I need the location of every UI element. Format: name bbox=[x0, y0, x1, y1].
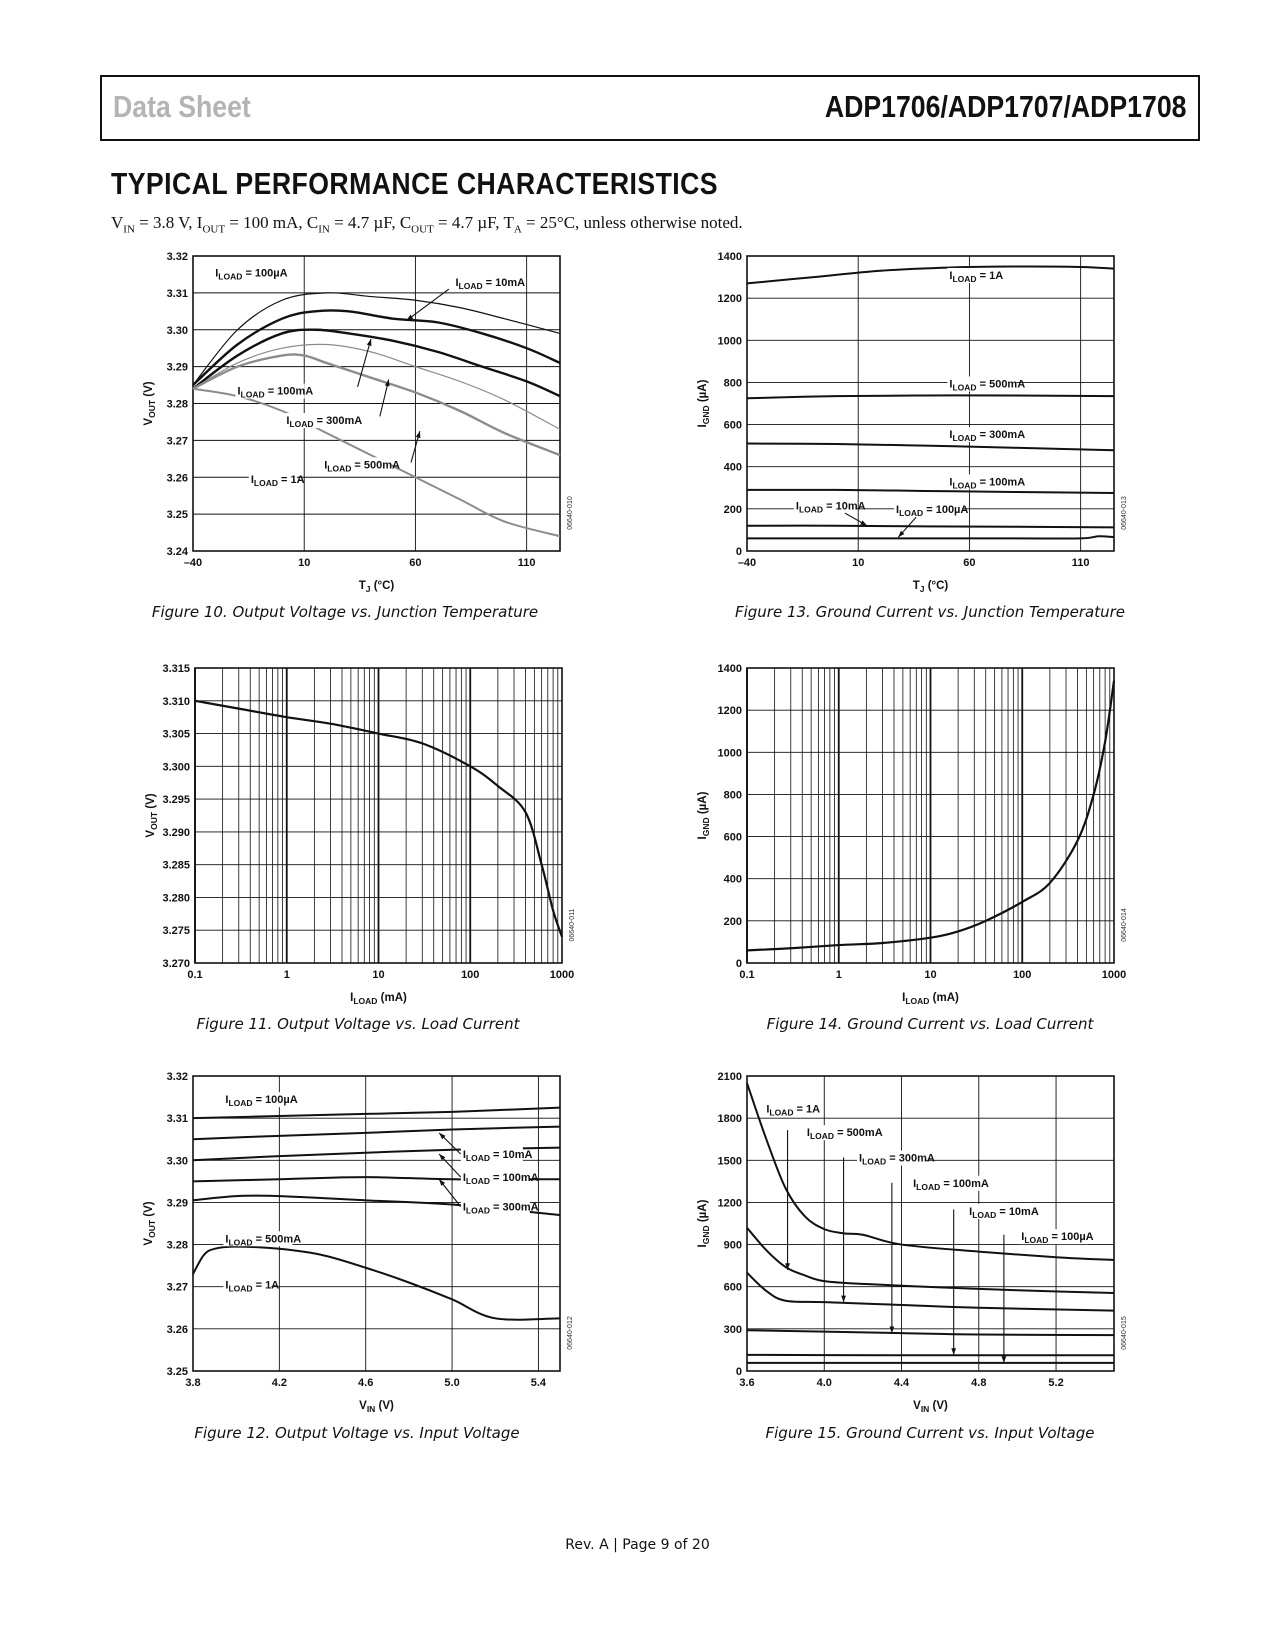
annotation-label: $I_{LOAD} = 1A$ bbox=[250, 474, 305, 489]
x-tick-label: 4.0 bbox=[816, 1377, 832, 1389]
x-tick-label: –40 bbox=[183, 557, 203, 569]
figure-code: 06640-012 bbox=[567, 1316, 574, 1350]
y-tick-label: 600 bbox=[723, 1281, 742, 1294]
y-tick-label: 3.29 bbox=[166, 361, 188, 374]
y-tick-label: 200 bbox=[723, 915, 742, 928]
annotation-label: $I_{LOAD} = 300mA$ bbox=[286, 415, 363, 430]
header-left: Data Sheet bbox=[113, 89, 251, 124]
series-line bbox=[193, 1127, 560, 1140]
plot-frame bbox=[193, 1076, 560, 1371]
x-tick-label: 110 bbox=[1071, 557, 1090, 569]
y-tick-label: 3.30 bbox=[166, 1155, 188, 1168]
x-tick-label: 100 bbox=[1013, 969, 1032, 981]
y-tick-label: 200 bbox=[723, 503, 742, 516]
y-tick-label: 1200 bbox=[717, 705, 742, 718]
annotation-label: $I_{LOAD} = 300mA$ bbox=[859, 1152, 935, 1167]
caption-fig15: Figure 15. Ground Current vs. Input Voltage bbox=[765, 1424, 1095, 1442]
y-tick-label: 3.315 bbox=[162, 663, 190, 675]
grid-lines bbox=[195, 668, 562, 963]
x-tick-label: 110 bbox=[517, 557, 536, 569]
x-tick-label: 3.6 bbox=[739, 1377, 755, 1389]
annotation-label: $I_{LOAD} = 10mA$ bbox=[462, 1148, 533, 1163]
annotation-label: $I_{LOAD} = 10mA$ bbox=[795, 500, 866, 515]
y-tick-label: 3.29 bbox=[166, 1197, 188, 1210]
y-tick-label: 3.290 bbox=[162, 826, 190, 839]
annotation-arrowhead bbox=[951, 1348, 956, 1355]
y-tick-label: 3.25 bbox=[166, 1366, 188, 1378]
y-axis-label: $V_{OUT}$ (V) bbox=[143, 1201, 157, 1246]
page-footer: Rev. A | Page 9 of 20 bbox=[565, 1537, 710, 1553]
x-axis-label: $I_{LOAD}$ (mA) bbox=[902, 992, 959, 1006]
figure-code: 06640-013 bbox=[1121, 496, 1128, 530]
x-axis-label: $V_{IN}$ (V) bbox=[913, 1400, 948, 1414]
y-axis-label: $I_{GND}$ (µA) bbox=[697, 791, 711, 840]
y-tick-label: 1000 bbox=[717, 335, 742, 348]
y-tick-label: 3.32 bbox=[166, 1071, 188, 1083]
x-tick-label: 10 bbox=[372, 969, 385, 981]
x-tick-label: 5.0 bbox=[444, 1377, 460, 1389]
y-tick-label: 3.270 bbox=[162, 958, 190, 970]
x-tick-label: 5.2 bbox=[1048, 1377, 1064, 1389]
y-tick-label: 3.300 bbox=[162, 761, 190, 774]
y-axis-label: $V_{OUT}$ (V) bbox=[143, 381, 157, 426]
annotation-label: $I_{LOAD} = 100\mu A$ bbox=[225, 1094, 298, 1109]
x-tick-label: 1000 bbox=[1101, 969, 1127, 981]
cond-ta: 25°C bbox=[539, 213, 576, 232]
chart-fig15 bbox=[690, 1068, 1136, 1421]
y-tick-label: 0 bbox=[735, 958, 742, 970]
y-tick-label: 900 bbox=[723, 1239, 742, 1252]
y-tick-label: 3.275 bbox=[162, 925, 190, 938]
annotation-label: $I_{LOAD} = 100\mu A$ bbox=[1021, 1231, 1094, 1246]
chart-fig12 bbox=[130, 1068, 582, 1421]
series-line bbox=[747, 490, 1114, 493]
series-line bbox=[747, 267, 1114, 284]
annotation-label: $I_{LOAD} = 300mA$ bbox=[949, 429, 1026, 444]
y-tick-label: 1400 bbox=[717, 663, 742, 675]
x-tick-label: 4.4 bbox=[893, 1377, 910, 1389]
annotation-label: $I_{LOAD} = 1A$ bbox=[949, 269, 1004, 284]
caption-fig14: Figure 14. Ground Current vs. Load Current bbox=[766, 1015, 1094, 1033]
annotation-label: $I_{LOAD} = 1A$ bbox=[225, 1279, 280, 1294]
cond-vin: 3.8 V bbox=[152, 213, 189, 232]
series-line bbox=[193, 1108, 560, 1119]
y-tick-label: 3.25 bbox=[166, 509, 188, 522]
chart-fig11 bbox=[130, 660, 584, 1013]
series-line bbox=[747, 395, 1114, 398]
annotation-label: $I_{LOAD} = 100mA$ bbox=[913, 1177, 989, 1192]
y-tick-label: 3.28 bbox=[166, 398, 188, 411]
x-axis-label: $T_J$ (°C) bbox=[358, 580, 395, 594]
x-tick-label: 0.1 bbox=[739, 969, 755, 981]
cond-note: unless otherwise noted. bbox=[583, 213, 743, 232]
x-tick-label: 3.8 bbox=[185, 1377, 201, 1389]
x-tick-label: 60 bbox=[409, 557, 422, 569]
y-tick-label: 600 bbox=[723, 831, 742, 844]
section-title: TYPICAL PERFORMANCE CHARACTERISTICS bbox=[111, 166, 719, 201]
y-tick-label: 3.27 bbox=[166, 1281, 188, 1294]
y-tick-label: 1500 bbox=[717, 1155, 742, 1168]
y-tick-label: 3.32 bbox=[166, 251, 188, 263]
caption-fig11: Figure 11. Output Voltage vs. Load Current bbox=[196, 1015, 520, 1033]
x-tick-label: 100 bbox=[461, 969, 480, 981]
y-axis-label: $V_{OUT}$ (V) bbox=[145, 793, 159, 838]
y-axis-label: $I_{GND}$ (µA) bbox=[697, 1199, 711, 1248]
annotation-label: $I_{LOAD} = 10mA$ bbox=[455, 276, 526, 291]
y-tick-label: 1400 bbox=[717, 251, 742, 263]
annotation-arrow-line bbox=[358, 339, 371, 387]
x-tick-label: 10 bbox=[924, 969, 937, 981]
grid-lines bbox=[747, 668, 1114, 963]
y-tick-label: 600 bbox=[723, 419, 742, 432]
x-tick-label: 60 bbox=[963, 557, 976, 569]
x-axis-label: $T_J$ (°C) bbox=[912, 580, 949, 594]
annotation-label: $I_{LOAD} = 500mA$ bbox=[949, 378, 1026, 393]
annotation-arrowhead bbox=[416, 431, 421, 438]
caption-fig13: Figure 13. Ground Current vs. Junction Temperature bbox=[734, 603, 1126, 621]
x-tick-label: 1000 bbox=[549, 969, 575, 981]
annotation-label: $I_{LOAD} = 500mA$ bbox=[225, 1233, 302, 1248]
page-header bbox=[100, 75, 1200, 141]
y-tick-label: 3.26 bbox=[166, 472, 188, 485]
annotation-arrowhead bbox=[841, 1296, 846, 1303]
annotation-label: $I_{LOAD} = 100mA$ bbox=[462, 1172, 539, 1187]
y-tick-label: 1200 bbox=[717, 293, 742, 306]
x-tick-label: 5.4 bbox=[530, 1377, 547, 1389]
caption-fig10: Figure 10. Output Voltage vs. Junction Temperature bbox=[151, 603, 539, 621]
y-tick-label: 2100 bbox=[717, 1071, 742, 1083]
y-tick-label: 3.285 bbox=[162, 859, 190, 872]
chart-fig10 bbox=[130, 248, 582, 601]
y-tick-label: 800 bbox=[723, 377, 742, 390]
annotation-label: $I_{LOAD} = 300mA$ bbox=[462, 1201, 539, 1216]
series-line bbox=[747, 1330, 1114, 1335]
y-tick-label: 800 bbox=[723, 789, 742, 802]
grid-lines bbox=[193, 1076, 560, 1371]
annotation-arrowhead bbox=[367, 339, 372, 346]
annotation-label: $I_{LOAD} = 100mA$ bbox=[949, 476, 1026, 491]
x-tick-label: 10 bbox=[298, 557, 311, 569]
figure-code: 06640-014 bbox=[1121, 908, 1128, 942]
y-tick-label: 3.26 bbox=[166, 1323, 188, 1336]
x-tick-label: 10 bbox=[852, 557, 865, 569]
annotation-label: $I_{LOAD} = 500mA$ bbox=[324, 459, 401, 474]
y-tick-label: 3.305 bbox=[162, 728, 190, 741]
figure-code: 06640-010 bbox=[567, 496, 574, 530]
annotation-label: $I_{LOAD} = 100\mu A$ bbox=[215, 267, 288, 282]
x-tick-label: –40 bbox=[737, 557, 757, 569]
annotation-label: $I_{LOAD} = 100mA$ bbox=[237, 385, 314, 400]
annotation-label: $I_{LOAD} = 500mA$ bbox=[806, 1127, 883, 1142]
y-tick-label: 1000 bbox=[717, 747, 742, 760]
y-tick-label: 3.27 bbox=[166, 435, 188, 448]
header-right: ADP1706/ADP1707/ADP1708 bbox=[824, 89, 1186, 124]
grid-lines bbox=[193, 256, 560, 551]
annotation-label: $I_{LOAD} = 100\mu A$ bbox=[896, 503, 969, 518]
series-line bbox=[747, 526, 1114, 528]
caption-fig12: Figure 12. Output Voltage vs. Input Voltage bbox=[194, 1424, 520, 1442]
annotation-label: $I_{LOAD} = 10mA$ bbox=[969, 1205, 1039, 1220]
y-tick-label: 400 bbox=[723, 461, 742, 474]
y-tick-label: 0 bbox=[735, 546, 742, 558]
series-line bbox=[747, 444, 1114, 451]
cond-iout: 100 mA bbox=[243, 213, 299, 232]
y-tick-label: 0 bbox=[735, 1366, 742, 1378]
y-tick-label: 3.24 bbox=[166, 546, 188, 558]
x-tick-label: 0.1 bbox=[187, 969, 203, 981]
y-tick-label: 1800 bbox=[717, 1113, 742, 1126]
x-tick-label: 1 bbox=[835, 969, 842, 981]
y-tick-label: 3.280 bbox=[162, 892, 190, 905]
y-tick-label: 3.310 bbox=[162, 695, 190, 708]
figure-code: 06640-011 bbox=[569, 908, 576, 942]
cond-cout: 4.7 µF bbox=[451, 213, 496, 232]
series-line bbox=[747, 536, 1114, 538]
y-tick-label: 3.31 bbox=[166, 287, 188, 300]
test-conditions: $V_{IN} = 3.8$ V, $I_{OUT} = 100$ mA, $C_{IN} = 4.7$ µF, $C_{OUT} = 4.7$ µF, $T_A = 25^\circ C$, unless otherwise noted. bbox=[111, 213, 743, 236]
cond-cin: 4.7 µF bbox=[347, 213, 392, 232]
chart-fig14 bbox=[690, 660, 1136, 1013]
x-axis-label: $I_{LOAD}$ (mA) bbox=[350, 992, 407, 1006]
y-tick-label: 400 bbox=[723, 873, 742, 886]
x-tick-label: 4.8 bbox=[971, 1377, 987, 1389]
y-tick-label: 1200 bbox=[717, 1197, 742, 1210]
figure-code: 06640-015 bbox=[1121, 1316, 1128, 1350]
x-axis-label: $V_{IN}$ (V) bbox=[359, 1400, 394, 1414]
y-tick-label: 300 bbox=[723, 1323, 742, 1336]
y-tick-label: 3.30 bbox=[166, 324, 188, 337]
x-tick-label: 1 bbox=[283, 969, 290, 981]
x-tick-label: 4.2 bbox=[271, 1377, 288, 1389]
y-tick-label: 3.28 bbox=[166, 1239, 188, 1252]
annotation-label: $I_{LOAD} = 1A$ bbox=[766, 1103, 821, 1118]
x-tick-label: 4.6 bbox=[358, 1377, 374, 1389]
chart-fig13 bbox=[690, 248, 1136, 601]
y-tick-label: 3.31 bbox=[166, 1113, 188, 1126]
y-tick-label: 3.295 bbox=[162, 794, 190, 807]
y-axis-label: $I_{GND}$ (µA) bbox=[697, 379, 711, 428]
plot-frame bbox=[747, 1076, 1114, 1371]
grid-lines bbox=[747, 1076, 1114, 1371]
